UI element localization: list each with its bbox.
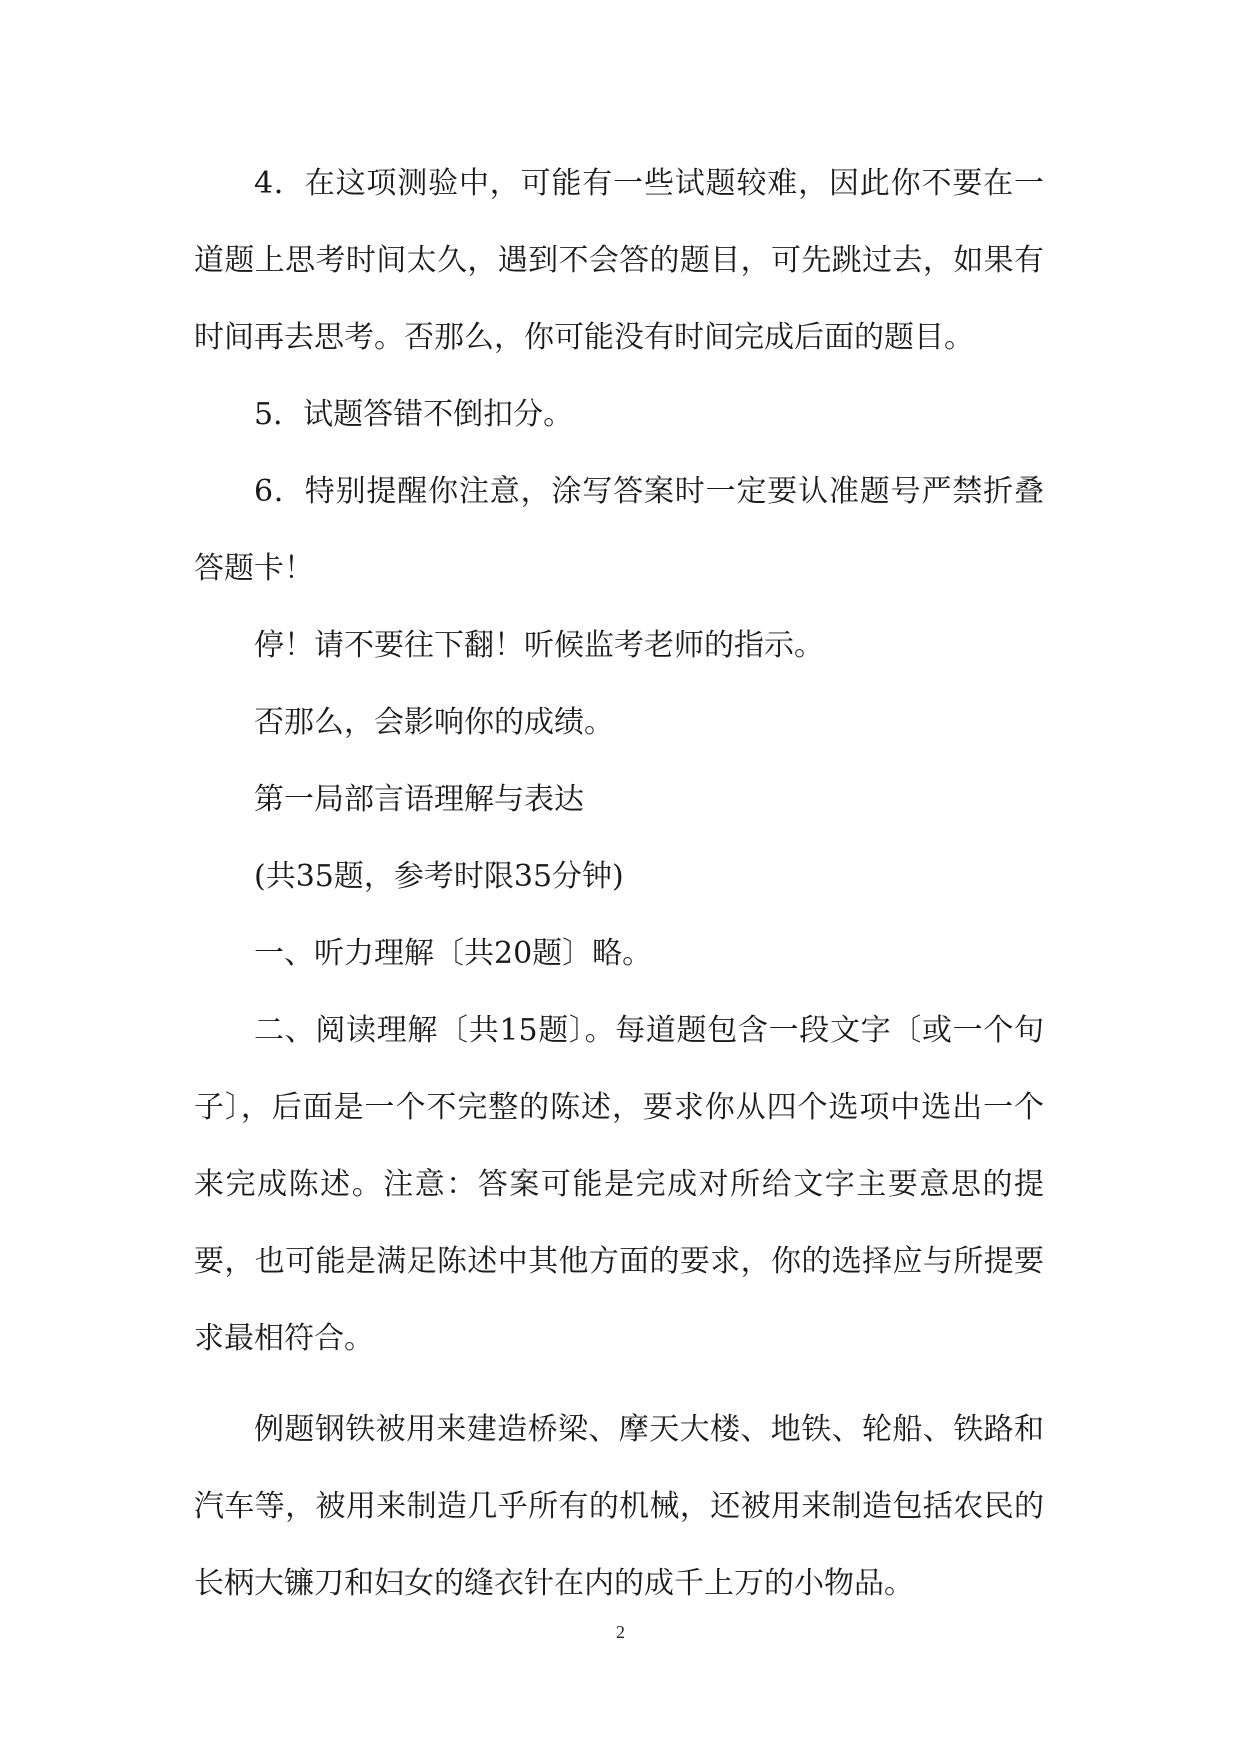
page-number: 2 (616, 1622, 625, 1642)
listening-section: 一、听力理解〔共20题〕略。 (254, 936, 653, 971)
instruction-item-4: 4．在这项测验中，可能有一些试题较难，因此你不要在一道题上思考时间太久，遇到不会答的题目，可先跳过去，如果有时间再去思考。否那么，你可能没有时间完成后面的题目。 (194, 166, 1044, 355)
section-title: 第一局部言语理解与表达 (254, 782, 584, 817)
instruction-item-5: 5．试题答错不倒扣分。 (254, 397, 574, 432)
section-subtitle: (共35题，参考时限35分钟) (254, 859, 624, 894)
stop-notice: 停！请不要往下翻！听候监考老师的指示。 (254, 628, 824, 663)
example-passage: 例题钢铁被用来建造桥梁、摩天大楼、地铁、轮船、铁路和汽车等，被用来制造几乎所有的机械，还被用来制造包括农民的长柄大镰刀和妇女的缝衣针在内的成千上万的小物品。 (194, 1412, 1044, 1601)
warning-text: 否那么，会影响你的成绩。 (254, 705, 614, 740)
instruction-item-6: 6．特别提醒你注意，涂写答案时一定要认准题号严禁折叠答题卡！ (194, 474, 1044, 586)
reading-section-instructions: 二、阅读理解〔共15题〕。每道题包含一段文字〔或一个句子〕，后面是一个不完整的陈述，要求你从四个选项中选出一个来完成陈述。注意：答案可能是完成对所给文字主要意思的提要，也可能是满足陈述中其他方面的要求，你的选择应与所提要求最相符合。 (194, 1013, 1044, 1356)
document-body (194, 145, 1044, 1622)
